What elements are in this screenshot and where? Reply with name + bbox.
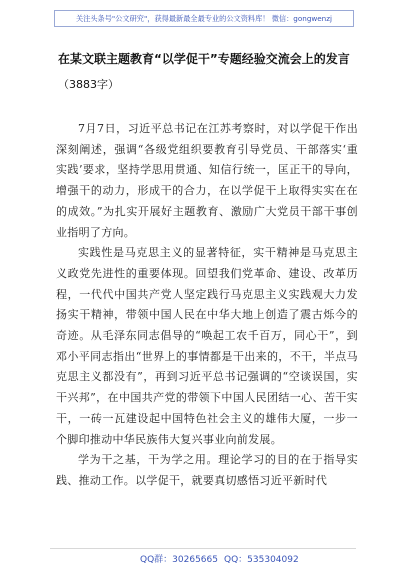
header-banner: 关注头条号"公文研究"，获得最新最全最专业的公文资料库！ 微信：gongwenzj <box>54 10 354 27</box>
word-count: （3883字） <box>58 78 119 91</box>
document-title: 在某文联主题教育“以学促干”专题经验交流会上的发言 <box>58 52 350 66</box>
footer-qq-contact: QQ：535304092 <box>224 555 299 565</box>
paragraph-3: 学为干之基，干为学之用。理论学习的目的在于指导实践、推动工作。以学促干，就要真切感悟习近平新时代 <box>56 453 358 487</box>
footer-divider <box>50 548 356 549</box>
page-footer <box>0 551 408 567</box>
paragraph-1: 7月7日，习近平总书记在江苏考察时，对以学促干作出深刻阐述，强调“各级党组织要教育引导党员、干部落实‘重实践’要求，坚持学思用贯通、知信行统一，匡正干的导向，增强干的动力，形成干的合力，在以学促干上取得实实在在的成效。”为扎实开展好主题教育、激励广大党员干部干事创业指明了方向。 <box>56 122 358 239</box>
document-body <box>56 119 358 492</box>
footer-qq-group: QQ群：30265665 <box>140 555 218 565</box>
paragraph-2: 实践性是马克思主义的显著特征，实干精神是马克思主义政党先进性的重要体现。回望我们党革命、建设、改革历程，一代代中国共产党人坚定践行马克思主义实践观大力发扬实干精神，带领中国人民在中华大地上创造了震古烁今的奇迹。从毛泽东同志倡导的“唤起工农千百万，同心干”，到邓小平同志指出“世界上的事情都是干出来的，不干，半点马克思主义都没有”，再到习近平总书记强调的“空谈误国，实干兴邦”，在中国共产党的带领下中国人民团结一心、苦干实干，一砖一瓦建设起中国特色社会主义的雄伟大厦，一步一个脚印推动中华民族伟大复兴事业向前发展。 <box>56 246 358 446</box>
